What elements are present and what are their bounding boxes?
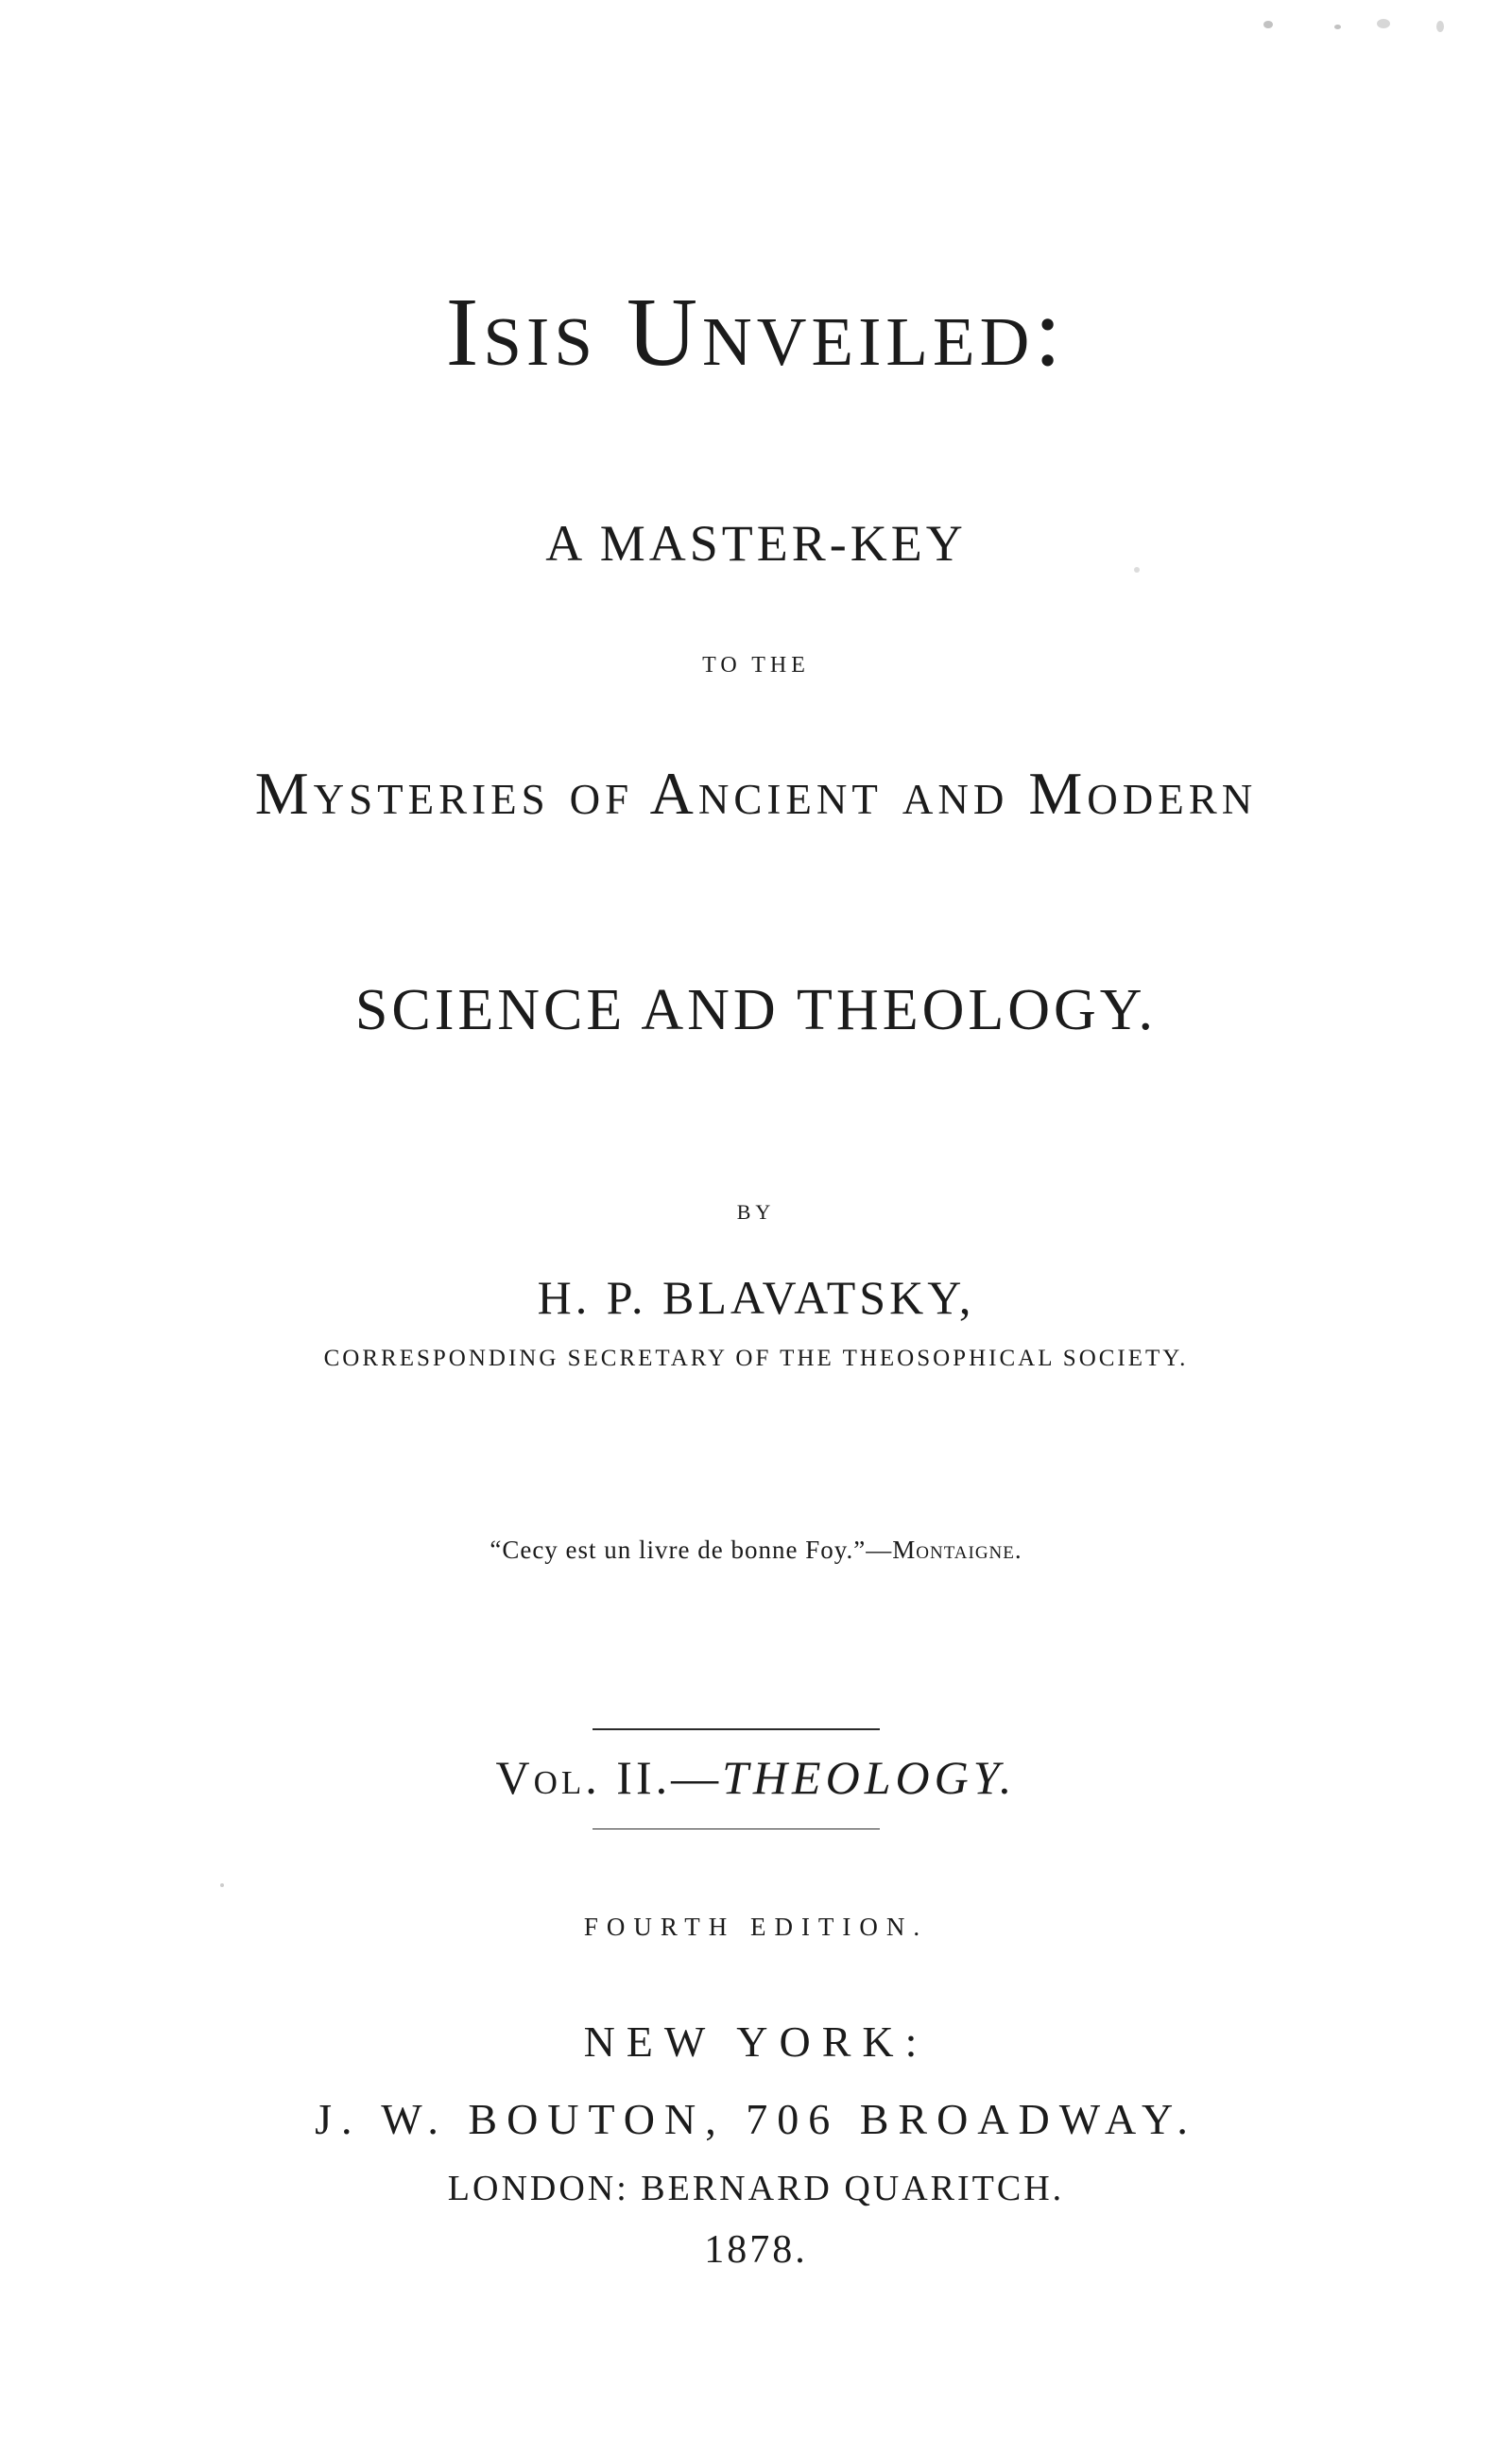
scan-speck <box>1134 567 1140 573</box>
scan-speck <box>1436 21 1444 32</box>
book-title: Isis Unveiled: <box>445 278 1067 386</box>
science-theology-line: SCIENCE AND THEOLOGY. <box>354 978 1158 1042</box>
to-the-connector: TO THE <box>702 653 810 678</box>
author-name: H. P. BLAVATSKY, <box>537 1271 975 1324</box>
motto-quote: “Cecy est un livre de bonne Foy.”— <box>490 1536 893 1564</box>
volume-rule-top <box>593 1728 880 1730</box>
publisher-name: J. W. BOUTON, 706 BROADWAY. <box>315 2095 1197 2143</box>
by-label: BY <box>736 1200 776 1224</box>
volume-line <box>0 1751 1512 1804</box>
scan-speck <box>1377 19 1390 28</box>
scan-speck <box>1334 25 1341 29</box>
motto <box>0 1537 1512 1563</box>
book-subtitle: A MASTER-KEY <box>545 515 967 572</box>
edition-label: FOURTH EDITION. <box>583 1913 929 1941</box>
author-role: CORRESPONDING SECRETARY OF THE THEOSOPHICAL SOCIETY. <box>323 1346 1189 1371</box>
motto-attribution: Montaigne. <box>892 1536 1022 1564</box>
scan-speck <box>220 1883 224 1887</box>
london-publisher: LONDON: BERNARD QUARITCH. <box>447 2169 1065 2208</box>
scan-speck <box>1263 21 1273 28</box>
volume-prefix: Vol. II.— <box>495 1751 723 1804</box>
mysteries-line: Mysteries of Ancient and Modern <box>254 760 1258 827</box>
publication-year: 1878. <box>704 2228 808 2272</box>
volume-title: THEOLOGY. <box>722 1751 1017 1804</box>
volume-rule-bottom <box>593 1828 880 1829</box>
publisher-city: NEW YORK: <box>583 2017 929 2066</box>
